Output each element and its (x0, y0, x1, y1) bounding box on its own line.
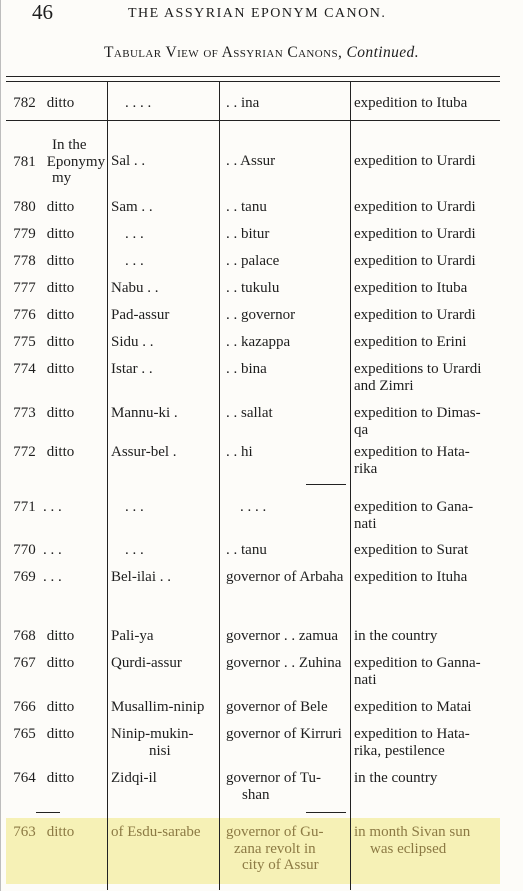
office-cell: . . tanu (226, 542, 267, 558)
event-cell: expedition to Hata- rika (354, 444, 470, 477)
year-cell: 773 ditto (13, 405, 75, 421)
event-cell: expedition to Urardi (354, 253, 476, 269)
name-cell: Istar . . (111, 361, 153, 377)
year-cell: 771 . . . (13, 499, 62, 515)
office-cell: governor of Bele (226, 699, 328, 715)
event-cell: expeditions to Urardi and Zimri (354, 361, 482, 394)
office-cell: . . kazappa (226, 334, 291, 350)
office-cell: . . Assur (226, 153, 276, 169)
name-cell: Sal . . (111, 153, 146, 169)
office-cell: . . . . (240, 499, 267, 515)
row-separator (6, 120, 500, 121)
name-cell: Zidqi-il (111, 770, 157, 786)
office-cell: . . sallat (226, 405, 273, 421)
name-cell: Sidu . . (111, 334, 154, 350)
name-cell: Qurdi-assur (111, 655, 182, 671)
year-cell: 775 ditto (13, 334, 75, 350)
name-cell: . . . (125, 253, 144, 269)
office-cell: governor of Kirruri (226, 726, 342, 742)
event-cell: expedition to Urardi (354, 199, 476, 215)
year-cell: 770 . . . (13, 542, 62, 558)
event-cell: expedition to Urardi (354, 307, 476, 323)
year-cell: 766 ditto (13, 699, 75, 715)
year-cell: 780 ditto (13, 199, 75, 215)
column-rule-1 (107, 82, 108, 890)
office-cell: . . tanu (226, 199, 267, 215)
office-cell: . . ina (226, 95, 260, 111)
name-cell: Mannu-ki . (111, 405, 178, 421)
event-cell: expedition to Erini (354, 334, 467, 350)
year-cell: 774 ditto (13, 361, 75, 377)
year-cell: 765 ditto (13, 726, 75, 742)
name-cell: . . . (125, 226, 144, 242)
year-cell: 763 ditto (13, 824, 75, 840)
event-cell: expedition to Gana- nati (354, 499, 474, 532)
year-cell: 776 ditto (13, 307, 75, 323)
table-top-rule-2 (6, 81, 500, 82)
event-cell: expedition to Hata- rika, pestilence (354, 726, 470, 759)
name-cell: Ninip-mukin- nisi (111, 726, 194, 759)
event-cell: expedition to Surat (354, 542, 469, 558)
page-left-edge (0, 0, 1, 891)
event-cell: in month Sivan sun was eclipsed (354, 824, 471, 857)
table-title-suffix: Continued. (346, 44, 419, 61)
table-title (0, 44, 523, 62)
table-top-rule (6, 76, 500, 77)
name-cell: of Esdu-sarabe (111, 824, 201, 840)
year-cell: 768 ditto (13, 628, 75, 644)
name-cell: . . . . (125, 95, 152, 111)
event-cell: expedition to Dimas- qa (354, 405, 481, 438)
event-cell: expedition to Matai (354, 699, 472, 715)
office-cell: . . bina (226, 361, 267, 377)
year-cell: 764 ditto (13, 770, 75, 786)
event-cell: expedition to Urardi (354, 153, 476, 169)
office-cell: . . tukulu (226, 280, 280, 296)
office-cell: . . palace (226, 253, 280, 269)
office-cell: governor of Gu- zana revolt in city of Assur (226, 824, 324, 873)
office-cell: . . governor (226, 307, 296, 323)
year-cell: 782 ditto (13, 95, 75, 111)
event-cell: expedition to Ituha (354, 569, 468, 585)
office-cell: . . bitur (226, 226, 270, 242)
page-number: 46 (32, 0, 53, 24)
event-cell: in the country (354, 770, 438, 786)
event-cell: expedition to Ituba (354, 95, 468, 111)
event-cell: in the country (354, 628, 438, 644)
year-cell: In the 781 Eponymy my (13, 137, 106, 186)
year-cell: 778 ditto (13, 253, 75, 269)
office-cell: governor of Arbaha (226, 569, 344, 585)
year-cell: 772 ditto (13, 444, 75, 460)
table-title-main: Tabular View of Assyrian Canons, (104, 44, 343, 61)
name-cell: Nabu . . (111, 280, 159, 296)
event-cell: expedition to Urardi (354, 226, 476, 242)
year-cell: 777 ditto (13, 280, 75, 296)
event-cell: expedition to Ganna- nati (354, 655, 481, 688)
event-cell: expedition to Ituba (354, 280, 468, 296)
name-cell: Musallim-ninip (111, 699, 205, 715)
short-rule (36, 812, 60, 813)
name-cell: Sam . . (111, 199, 153, 215)
office-cell: governor of Tu- shan (226, 770, 322, 803)
name-cell: . . . (125, 542, 144, 558)
name-cell: . . . (125, 499, 144, 515)
column-rule-2 (219, 82, 220, 890)
name-cell: Pad-assur (111, 307, 170, 323)
column-rule-3 (350, 82, 351, 890)
office-cell: governor . . zamua (226, 628, 339, 644)
short-rule (306, 812, 346, 813)
year-cell: 769 . . . (13, 569, 62, 585)
book-title: THE ASSYRIAN EPONYM CANON. (128, 6, 387, 21)
year-cell: 779 ditto (13, 226, 75, 242)
name-cell: Assur-bel . (111, 444, 177, 460)
name-cell: Bel-ilai . . (111, 569, 171, 585)
office-cell: governor . . Zuhina (226, 655, 342, 671)
short-rule (306, 484, 346, 485)
name-cell: Pali-ya (111, 628, 154, 644)
office-cell: . . hi (226, 444, 253, 460)
year-cell: 767 ditto (13, 655, 75, 671)
running-header (0, 2, 523, 26)
